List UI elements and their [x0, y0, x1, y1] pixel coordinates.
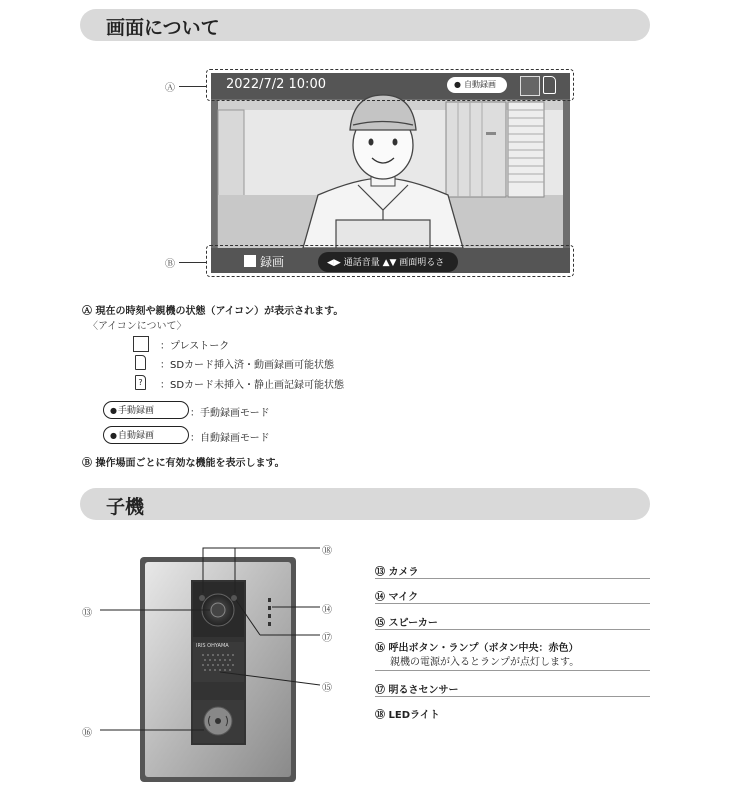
auto-record-badge-label: 自動録画	[464, 80, 496, 89]
part-14-label: マイク	[388, 592, 419, 603]
record-button-label: 録画	[260, 255, 285, 269]
part-16-sub: 親機の電源が入るとランプが点灯します。	[390, 657, 580, 668]
marker-a: Ⓐ	[165, 83, 175, 94]
part-18-label: LEDライト	[388, 710, 440, 721]
part-18	[375, 706, 440, 721]
marker-b: Ⓑ	[165, 259, 175, 270]
part-16-num: ⑯	[375, 643, 385, 654]
icon-heading: 〈アイコンについて〉	[88, 321, 187, 332]
callout-15: ⑮	[322, 683, 332, 694]
part-17	[375, 681, 458, 696]
part-15-label: スピーカー	[388, 618, 438, 629]
divider	[375, 670, 650, 671]
legend-sd-missing-icon: ?	[135, 375, 146, 390]
callout-18: ⑱	[322, 546, 332, 557]
manual-record-text: ：手動録画モード	[190, 408, 270, 419]
legend-press-talk-icon	[133, 336, 149, 352]
callout-17: ⑰	[322, 633, 332, 644]
section-title-handset: 子機	[106, 496, 145, 518]
callout-13: ⑬	[82, 608, 92, 619]
divider	[375, 696, 650, 697]
part-16-label: 呼出ボタン・ランプ（ボタン中央：赤色）	[388, 643, 579, 654]
part-15	[375, 614, 438, 629]
part-13	[375, 563, 418, 578]
part-13-label: カメラ	[388, 567, 419, 578]
legend-sd-card-text: ：SDカード挿入済・動画録画可能状態	[160, 360, 335, 371]
region-b-box	[206, 245, 574, 277]
desc-b: Ⓑ 操作場面ごとに有効な機能を表示します。	[82, 458, 285, 469]
desc-a: Ⓐ 現在の時刻や親機の状態（アイコン）が表示されます。	[82, 306, 344, 317]
divider	[375, 629, 650, 630]
part-15-num: ⑮	[375, 618, 385, 629]
part-16	[375, 639, 578, 654]
part-17-num: ⑰	[375, 685, 385, 696]
brand-label: IRIS OHYAMA	[196, 643, 229, 649]
legend-press-talk-text: ：プレストーク	[160, 341, 230, 352]
part-17-label: 明るさセンサー	[388, 685, 459, 696]
callout-14: ⑭	[322, 605, 332, 616]
section-header-screen	[80, 9, 650, 41]
auto-record-text: ：自動録画モード	[190, 433, 270, 444]
part-14-num: ⑭	[375, 592, 385, 603]
region-a-box	[206, 69, 574, 101]
legend-sd-card-icon	[135, 355, 146, 370]
part-14	[375, 588, 418, 603]
divider	[375, 578, 650, 579]
section-header-handset	[80, 488, 650, 520]
part-13-num: ⑬	[375, 567, 385, 578]
legend-sd-missing-text: ：SDカード未挿入・静止画記録可能状態	[160, 380, 345, 391]
callout-16: ⑯	[82, 728, 92, 739]
screen-datetime: 2022/7/2 10:00	[226, 77, 326, 92]
marker-b-line	[179, 262, 206, 263]
auto-record-pill	[103, 426, 189, 444]
handset-illustration	[100, 535, 370, 795]
auto-record-label: 自動録画	[118, 431, 155, 441]
divider	[375, 603, 650, 604]
manual-record-pill	[103, 401, 189, 419]
section-title: 画面について	[106, 17, 220, 39]
hint-text: ◀▶ 通話音量 ▲▼ 画面明るさ	[327, 258, 445, 268]
auto-record-badge: ● 自動録画	[447, 77, 507, 93]
marker-a-line	[179, 86, 206, 87]
part-18-num: ⑱	[375, 710, 385, 721]
manual-record-label: 手動録画	[118, 406, 155, 416]
handset-svg	[100, 535, 370, 795]
